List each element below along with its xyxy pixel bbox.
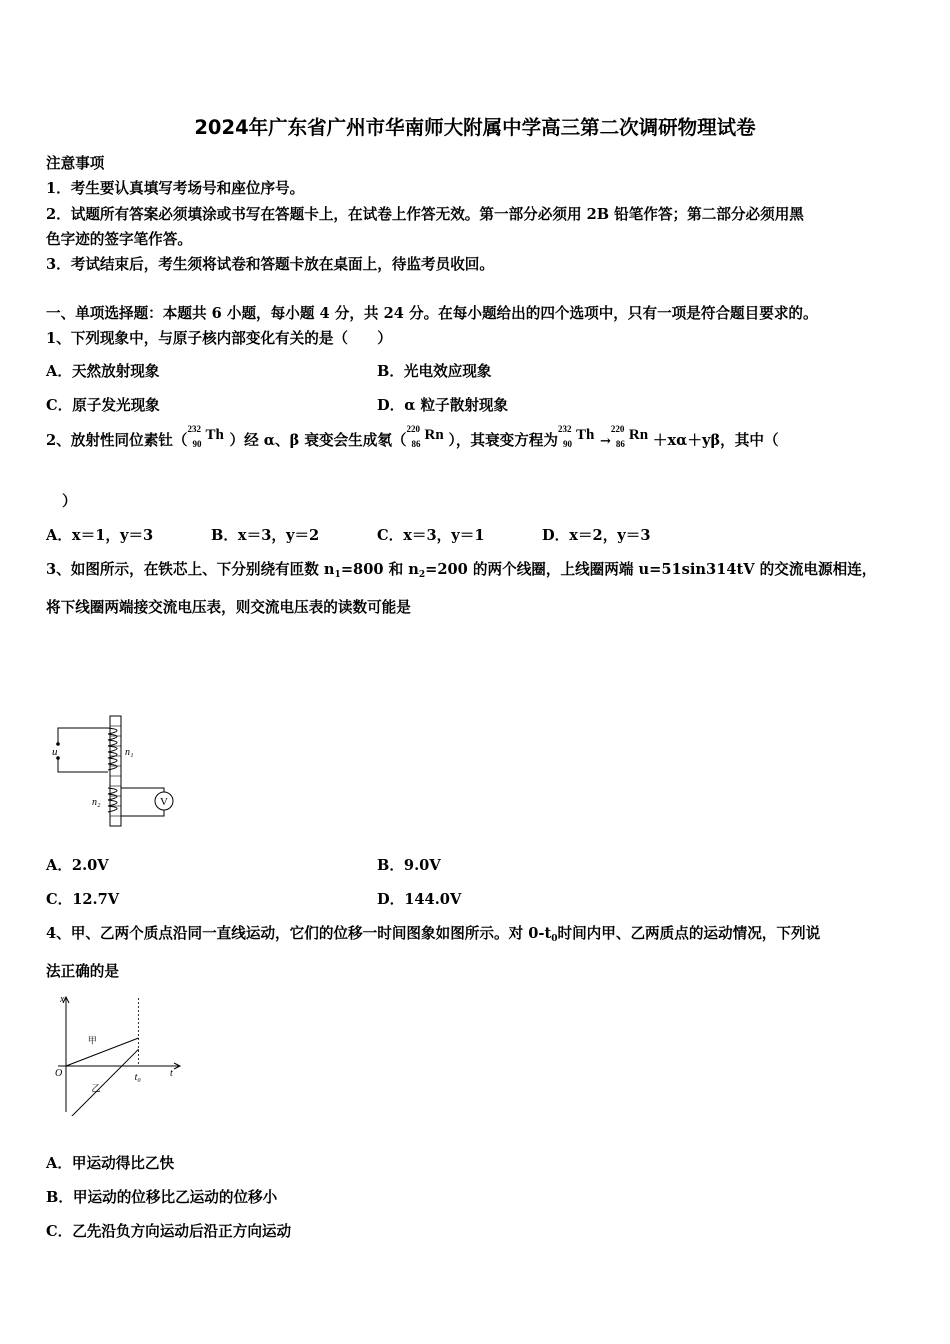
chart-series [66,1035,139,1116]
chart-axes [58,997,180,1112]
subscript-1: 1 [334,570,341,580]
q4-text-2: 时间内甲、乙两质点的运动情况，下列说 [557,925,821,942]
nuclide-mass: 220 [610,424,625,434]
q2-option-b: B．x＝3，y＝2 [211,527,320,544]
q2-option-d: D．x＝2，y＝3 [542,527,651,544]
n1-label: n₁ [125,747,134,758]
nuclide-charge: 86 [615,439,625,449]
page-title: 2024年广东省广州市华南师大附属中学高三第二次调研物理试卷 [194,116,756,139]
voltmeter-label: V [160,796,168,808]
x-axis-label: t [170,1068,173,1079]
q3-option-d: D．144.0V [377,891,462,908]
q1-option-a: A．天然放射现象 [46,363,160,380]
origin-label: O [55,1068,63,1079]
q1-stem: 1、下列现象中，与原子核内部变化有关的是（ ） [46,330,392,347]
notice-item-1: 1．考生要认真填写考场号和座位序号。 [46,180,305,197]
subscript-0: 0 [551,934,558,944]
notice-item-2-cont: 色字迹的签字笔作答。 [46,231,192,248]
series-yi-label: 乙 [91,1083,101,1094]
nuclide-symbol: Rn [628,427,649,443]
radon-nuclide [407,426,449,456]
notice-item-2: 2．试题所有答案必须填涂或书写在答题卡上，在试卷上作答无效。第一部分必须用 2B 铅笔作答；第二部分必须用黑 [46,206,804,223]
q2-text-4: ＋xα＋yβ，其中（ [652,432,779,449]
y-axis-label: x [60,994,65,1005]
series-jia-label: 甲 [87,1035,97,1046]
q2-stem-end: ） [62,493,77,510]
q2-text-2: ）经 α、β 衰变会生成氡（ [229,432,407,449]
nuclide-charge: 90 [562,439,572,449]
reaction-arrow: → [599,434,611,449]
q2-stem [46,426,779,456]
q1-option-b: B．光电效应现象 [377,363,492,380]
nuclide-symbol: Th [575,427,595,443]
q3-option-c: C．12.7V [46,891,120,908]
nuclide-symbol: Th [205,427,224,443]
nuclide-mass: 220 [406,424,421,434]
voltage-label: u [52,746,58,758]
nuclide-charge: 90 [192,439,202,449]
radon-nuclide-eq [611,426,653,456]
section-heading: 一、单项选择题：本题共 6 小题，每小题 4 分，共 24 分。在每小题给出的四个选项中，只有一项是符合题目要求的。 [46,305,818,322]
q3-text-2: =800 和 n [340,561,419,578]
notice-item-3: 3．考试结束后，考生须将试卷和答题卡放在桌面上，待监考员收回。 [46,256,494,273]
subscript-2: 2 [418,570,426,580]
q4-stem [46,922,820,944]
nuclide-mass: 232 [187,424,201,434]
q3-stem [46,558,876,580]
q4-text-1: 4、甲、乙两个质点沿同一直线运动，它们的位移一时间图象如图所示。对 0-t [46,925,552,942]
q1-option-c: C．原子发光现象 [46,397,160,414]
position-time-chart [52,994,187,1116]
q3-option-b: B．9.0V [377,857,441,874]
q4-option-a: A．甲运动得比乙快 [46,1155,175,1172]
q4-option-b: B．甲运动的位移比乙运动的位移小 [46,1189,278,1206]
notice-heading: 注意事项 [46,155,105,172]
q4-option-c: C．乙先沿负方向运动后沿正方向运动 [46,1223,292,1240]
n2-label: n₂ [92,797,101,808]
chart-labels [55,994,173,1094]
nuclide-symbol: Rn [424,427,444,443]
q2-option-c: C．x＝3，y＝1 [377,527,485,544]
nuclide-mass: 232 [557,424,572,434]
series-jia-line [66,1035,139,1066]
thorium-nuclide-eq [558,426,600,456]
q3-stem-2: 将下线圈两端接交流电压表，则交流电压表的读数可能是 [46,599,411,616]
q3-option-a: A．2.0V [46,857,109,874]
q2-text-3: ），其衰变方程为 [448,432,558,449]
transformer-figure [46,710,186,830]
q3-text-1: 3、如图所示，在铁芯上、下分别绕有匝数 n [46,561,335,578]
q2-option-a: A．x＝1，y＝3 [46,527,154,544]
nuclide-charge: 86 [411,439,421,449]
q3-text-3: =200 的两个线圈，上线圈两端 u=51sin314tV 的交流电源相连， [425,561,877,578]
t0-label: t₀ [134,1072,141,1083]
q4-stem-2: 法正确的是 [46,963,119,980]
q1-option-d: D．α 粒子散射现象 [377,397,509,414]
series-yi-line [66,1049,139,1116]
q2-text-1: 2、放射性同位素钍（ [46,432,188,449]
thorium-nuclide [188,426,230,456]
